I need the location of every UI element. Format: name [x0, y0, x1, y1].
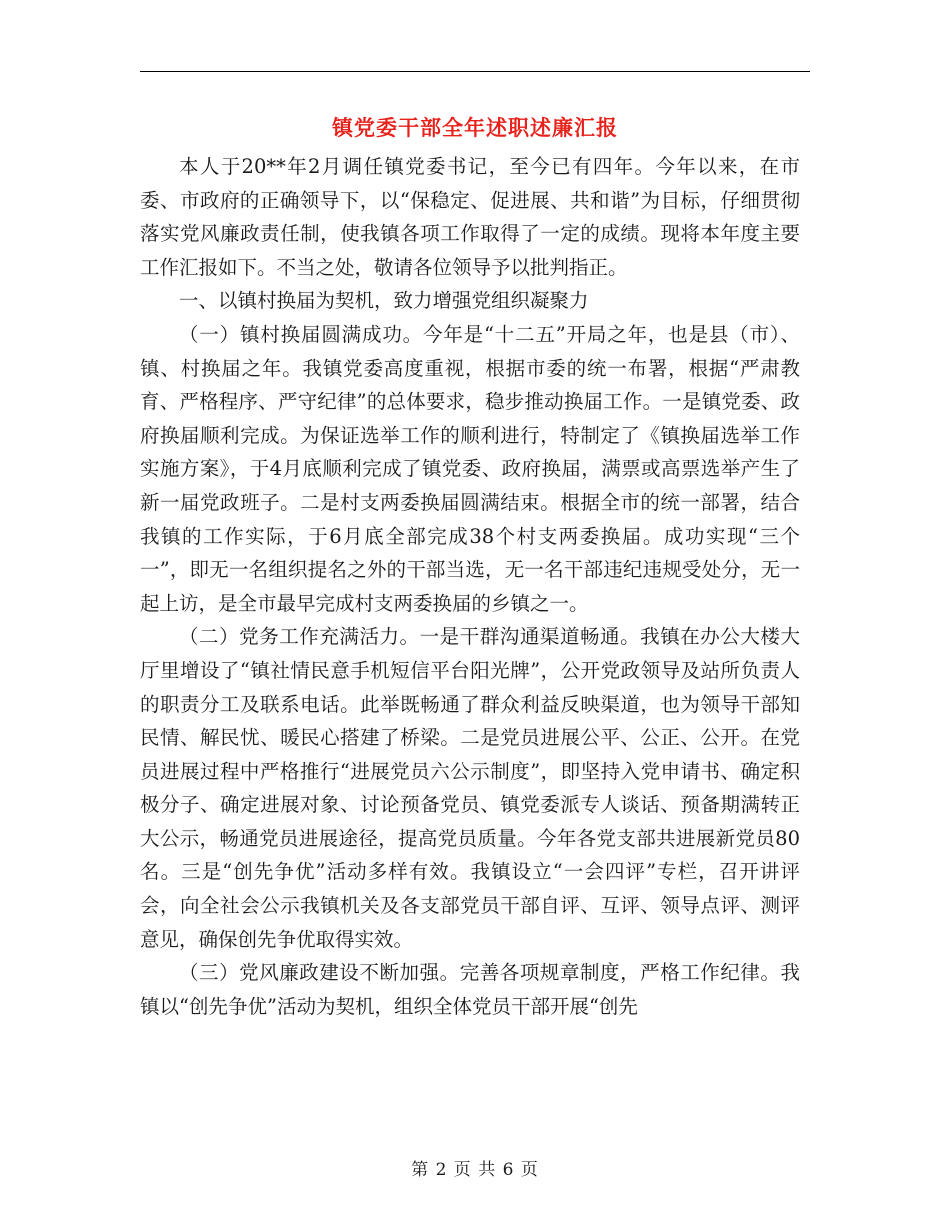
page-number: 第 2 页 共 6 页 [411, 1160, 539, 1180]
section-heading-1: 一、以镇村换届为契机，致力增强党组织凝聚力 [179, 289, 589, 313]
paragraph-subsection-2: （二）党务工作充满活力。一是干群沟通渠道畅通。我镇在办公大楼大厅里增设了“镇社情民意手机短信平台阳光牌”，公开党政领导及站所负责人的职责分工及联系电话。此举既畅通了群众利益反映渠道，也为领导干部知民情、解民忧、暖民心搭建了桥梁。二是党员进展公平、公正、公开。在党员进展过程中严格推行“进展党员六公示制度”，即坚持入党申请书、确定积极分子、确定进展对象、讨论预备党员、镇党委派专人谈话、预备期满转正大公示，畅通党员进展途径，提高党员质量。今年各党支部共进展新党员80名。三是“创先争优”活动多样有效。我镇设立“一会四评”专栏，召开讲评会，向全社会公示我镇机关及各支部党员干部自评、互评、领导点评、测评意见，确保创先争优取得实效。 [140, 625, 800, 951]
paragraph-subsection-3: （三）党风廉政建设不断加强。完善各项规章制度，严格工作纪律。我镇以“创先争优”活动为契机，组织全体党员干部开展“创先 [140, 961, 800, 1018]
paragraph-subsection-1: （一）镇村换届圆满成功。今年是“十二五”开局之年，也是县（市）、镇、村换届之年。我镇党委高度重视，根据市委的统一布署，根据“严肃教育、严格程序、严守纪律”的总体要求，稳步推动换届工作。一是镇党委、政府换届顺利完成。为保证选举工作的顺利进行，特制定了《镇换届选举工作实施方案》，于4月底顺利完成了镇党委、政府换届，满票或高票选举产生了新一届党政班子。二是村支两委换届圆满结束。根据全市的统一部署，结合我镇的工作实际，于6月底全部完成38个村支两委换届。成功实现“三个一”，即无一名组织提名之外的干部当选，无一名干部违纪违规受处分，无一起上访，是全市最早完成村支两委换届的乡镇之一。 [140, 322, 800, 615]
paragraph-intro: 本人于20**年2月调任镇党委书记，至今已有四年。今年以来，在市委、市政府的正确领导下，以“保稳定、促进展、共和谐”为目标，仔细贯彻落实党风廉政责任制，使我镇各项工作取得了一定的成绩。现将本年度主要工作汇报如下。不当之处，敬请各位领导予以批判指正。 [140, 155, 800, 279]
header-rule [140, 71, 810, 72]
document-body [140, 150, 800, 1023]
document-title: 镇党委干部全年述职述廉汇报 [332, 115, 618, 140]
